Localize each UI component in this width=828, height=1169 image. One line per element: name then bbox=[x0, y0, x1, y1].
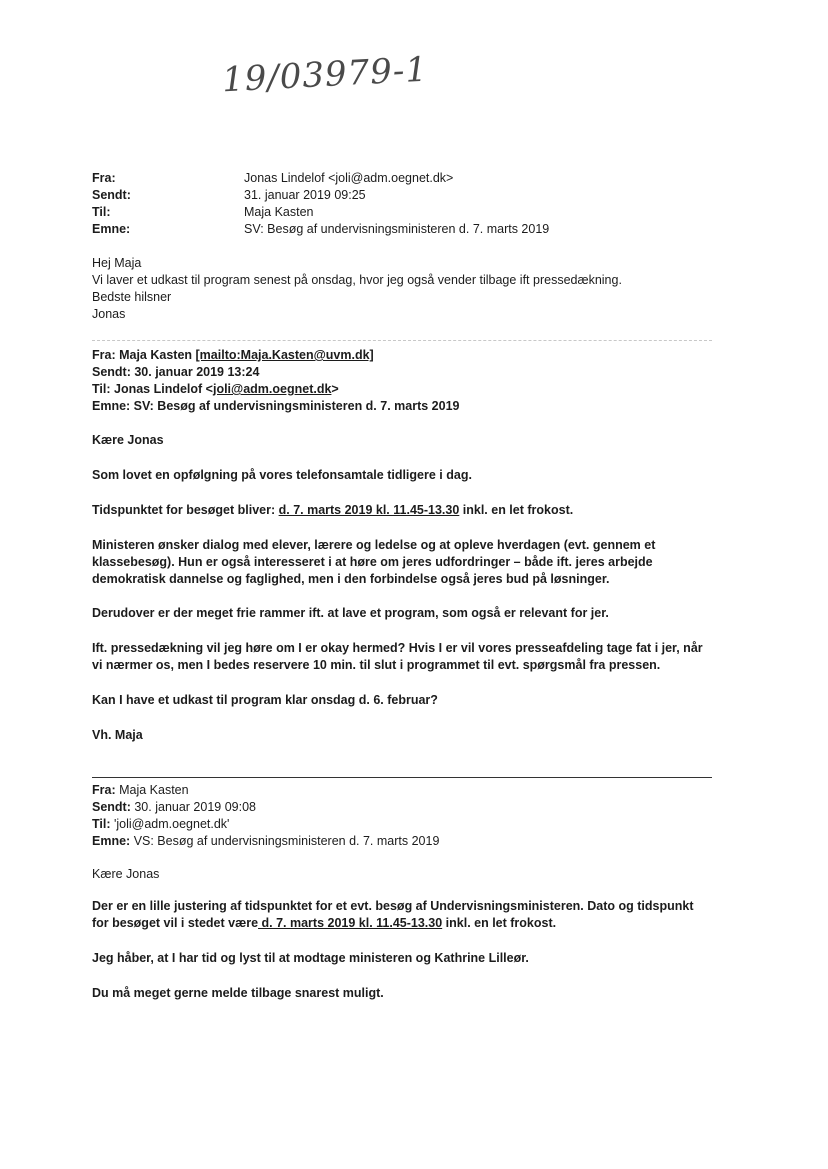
quoted1-sent: Sendt: 30. januar 2019 13:24 bbox=[92, 365, 260, 379]
quoted1-paragraph-2: Tidspunktet for besøget bliver: d. 7. marts 2019 kl. 11.45-13.30 inkl. en let frokost. bbox=[92, 503, 574, 517]
quoted2-paragraph-1: Der er en lille justering af tidspunktet for et evt. besøg af Undervisningsministeren. Dato og tidspunkt for besøget vil i stedet være d. 7. marts 2019 kl. 11.45-13.30 inkl. en let frokost. bbox=[92, 899, 694, 930]
quoted1-paragraph-6: Kan I have et udkast til program klar onsdag d. 6. februar? bbox=[92, 693, 438, 707]
quoted2-date-link[interactable]: d. 7. marts 2019 kl. 11.45-13.30 bbox=[258, 916, 443, 930]
quoted2-paragraph-3: Du må meget gerne melde tilbage snarest muligt. bbox=[92, 986, 384, 1000]
reply-line: Vi laver et udkast til program senest på onsdag, hvor jeg også vender tilbage ift pressedækning. bbox=[92, 273, 622, 287]
quoted1-to-link[interactable]: joli@adm.oegnet.dk bbox=[212, 382, 332, 396]
quoted1-paragraph-1: Som lovet en opfølgning på vores telefonsamtale tidligere i dag. bbox=[92, 468, 472, 482]
reply-signature: Jonas bbox=[92, 307, 126, 321]
quoted1-sign: Vh. Maja bbox=[92, 728, 143, 742]
quoted2-sent: Sendt: 30. januar 2019 09:08 bbox=[92, 800, 256, 814]
quoted1-to: Til: Jonas Lindelof <joli@adm.oegnet.dk> bbox=[92, 382, 339, 396]
case-number-handwritten: 19/03979-1 bbox=[221, 49, 429, 101]
quoted2-subject: Emne: VS: Besøg af undervisningsministeren d. 7. marts 2019 bbox=[92, 834, 440, 848]
quoted1-paragraph-5: Ift. pressedækning vil jeg høre om I er okay hermed? Hvis I er vil vores presseafdeling tage fat i jer, når vi nærmer os, men I bedes reservere 10 min. til slut i programmet til evt. spørgsmål fra pressen. bbox=[92, 641, 703, 672]
reply-greeting: Hej Maja bbox=[92, 256, 142, 270]
quoted1-mailto-link[interactable]: [mailto:Maja.Kasten@uvm.dk] bbox=[195, 348, 374, 362]
quoted1-from: Fra: Maja Kasten [mailto:Maja.Kasten@uvm.dk] bbox=[92, 348, 374, 362]
header-from-label: Fra: bbox=[92, 171, 116, 185]
header-sent-value: 31. januar 2019 09:25 bbox=[244, 188, 366, 202]
header-to-label: Til: bbox=[92, 205, 111, 219]
separator-2 bbox=[92, 777, 712, 778]
separator-1 bbox=[92, 340, 712, 341]
quoted2-paragraph-2: Jeg håber, at I har tid og lyst til at modtage ministeren og Kathrine Lilleør. bbox=[92, 951, 529, 965]
reply-closing: Bedste hilsner bbox=[92, 290, 172, 304]
quoted2-from: Fra: Maja Kasten bbox=[92, 783, 189, 797]
quoted1-paragraph-3: Ministeren ønsker dialog med elever, lærere og ledelse og at opleve hverdagen (evt. gennem et klassebesøg). Hun er også interesseret i at høre om jeres udfordringer – både ift. jeres arbejde demokratisk dannelse og faglighed, men i den forbindelse også jeres bud på løsninger. bbox=[92, 538, 656, 586]
quoted2-to: Til: 'joli@adm.oegnet.dk' bbox=[92, 817, 230, 831]
header-from-value: Jonas Lindelof <joli@adm.oegnet.dk> bbox=[244, 171, 454, 185]
header-sent-label: Sendt: bbox=[92, 188, 131, 202]
quoted1-greeting: Kære Jonas bbox=[92, 433, 164, 447]
header-to-value: Maja Kasten bbox=[244, 205, 314, 219]
quoted2-greeting: Kære Jonas bbox=[92, 867, 160, 881]
header-subject-value: SV: Besøg af undervisningsministeren d. 7. marts 2019 bbox=[244, 222, 550, 236]
quoted1-subject: Emne: SV: Besøg af undervisningsministeren d. 7. marts 2019 bbox=[92, 399, 460, 413]
quoted1-paragraph-4: Derudover er der meget frie rammer ift. at lave et program, som også er relevant for jer. bbox=[92, 606, 609, 620]
header-subject-label: Emne: bbox=[92, 222, 131, 236]
quoted1-date-link[interactable]: d. 7. marts 2019 kl. 11.45-13.30 bbox=[278, 503, 460, 517]
